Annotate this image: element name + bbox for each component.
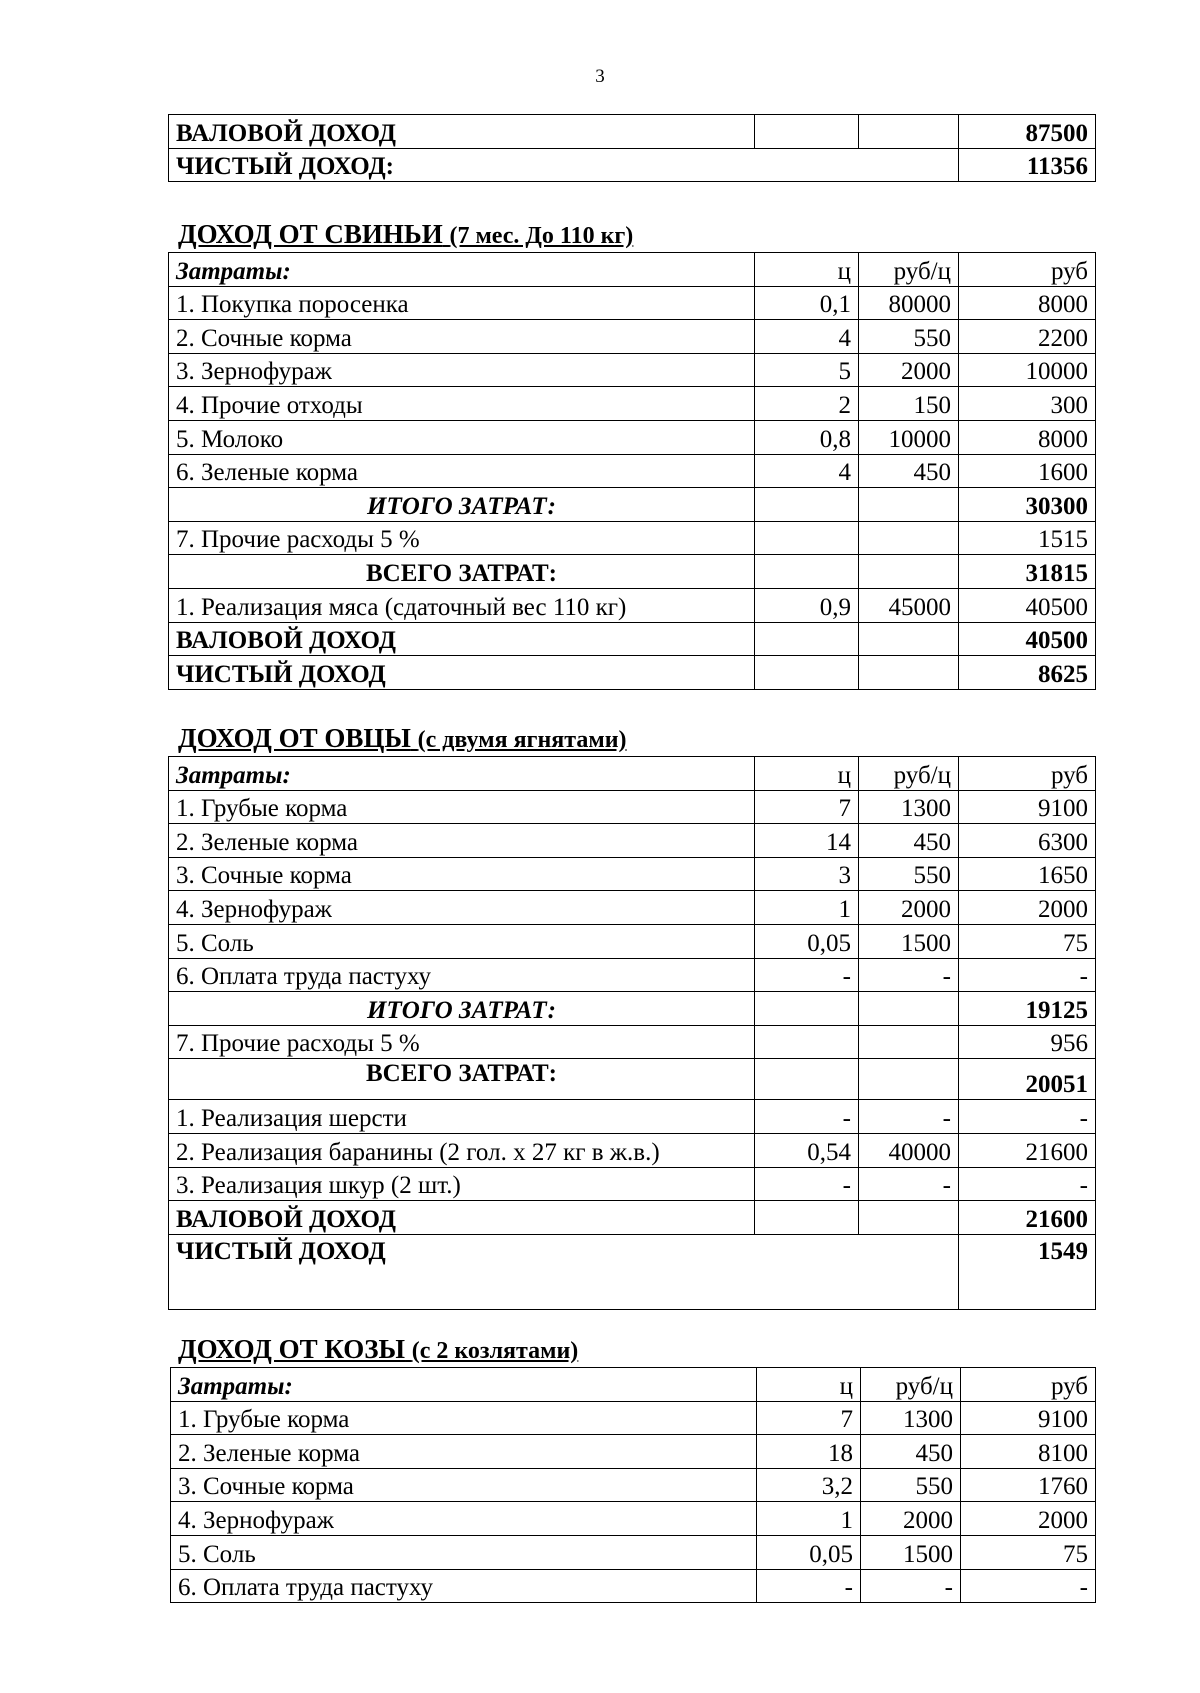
sum-cell: 19125 <box>959 992 1096 1026</box>
table-row <box>169 790 1096 824</box>
price-cell: 40000 <box>859 1133 959 1167</box>
centners-cell: 0,54 <box>755 1133 859 1167</box>
section-title-sheep <box>178 723 627 754</box>
price-cell: 450 <box>861 1435 961 1469</box>
row-label: 3. Сочные корма <box>171 1468 757 1502</box>
top-summary-table <box>168 114 1096 182</box>
table-row <box>169 115 1096 149</box>
row-label: 1. Грубые корма <box>169 790 755 824</box>
table-row <box>169 555 1096 589</box>
price-cell: 2000 <box>861 1502 961 1536</box>
table-header-row <box>169 253 1096 287</box>
row-label: 2. Зеленые корма <box>169 824 755 858</box>
sum-cell: 2200 <box>959 320 1096 354</box>
table-row <box>169 454 1096 488</box>
centners-cell <box>755 555 859 589</box>
table-row <box>169 320 1096 354</box>
table-row <box>169 1234 1096 1309</box>
price-cell: 450 <box>859 454 959 488</box>
row-label: 4. Прочие отходы <box>169 387 755 421</box>
centners-cell <box>755 992 859 1026</box>
centners-cell: 3 <box>755 857 859 891</box>
centners-cell <box>755 488 859 522</box>
price-cell: 450 <box>859 824 959 858</box>
sum-cell: 1760 <box>961 1468 1096 1502</box>
price-cell: 80000 <box>859 286 959 320</box>
row-label: ЧИСТЫЙ ДОХОД: <box>169 148 959 182</box>
header-centners: ц <box>757 1368 861 1402</box>
row-label: ЧИСТЫЙ ДОХОД <box>169 1234 959 1309</box>
sum-cell: - <box>959 1100 1096 1134</box>
table-row <box>169 387 1096 421</box>
sum-cell: 11356 <box>959 148 1096 182</box>
table-row <box>169 958 1096 992</box>
row-label: 6. Оплата труда пастуху <box>169 958 755 992</box>
header-label: Затраты: <box>169 253 755 287</box>
table-row <box>169 824 1096 858</box>
price-cell <box>859 622 959 656</box>
price-cell: 550 <box>861 1468 961 1502</box>
price-cell <box>859 115 959 149</box>
sum-cell: 75 <box>961 1535 1096 1569</box>
header-price: руб/ц <box>861 1368 961 1402</box>
section-title-goat <box>178 1334 578 1365</box>
price-cell: 150 <box>859 387 959 421</box>
price-cell: 1500 <box>859 924 959 958</box>
table-header-row <box>171 1368 1096 1402</box>
price-cell: 1300 <box>861 1401 961 1435</box>
sum-cell: 300 <box>959 387 1096 421</box>
centners-cell: 18 <box>757 1435 861 1469</box>
centners-cell: - <box>757 1569 861 1603</box>
sum-cell: 8625 <box>959 656 1096 690</box>
table-row <box>169 488 1096 522</box>
row-label: 6. Оплата труда пастуху <box>171 1569 757 1603</box>
centners-cell: 5 <box>755 353 859 387</box>
table-row <box>169 656 1096 690</box>
sum-cell: - <box>959 1167 1096 1201</box>
price-cell: 550 <box>859 857 959 891</box>
price-cell: - <box>859 1100 959 1134</box>
centners-cell: 0,1 <box>755 286 859 320</box>
header-sum: руб <box>959 757 1096 791</box>
sheep-income-table <box>168 756 1096 1310</box>
price-cell <box>859 555 959 589</box>
row-label: ВАЛОВОЙ ДОХОД <box>169 1201 755 1235</box>
price-cell: 1500 <box>861 1535 961 1569</box>
sum-cell: 1600 <box>959 454 1096 488</box>
sum-cell: 30300 <box>959 488 1096 522</box>
table-row <box>169 891 1096 925</box>
centners-cell: 7 <box>755 790 859 824</box>
header-sum: руб <box>959 253 1096 287</box>
row-label: 1. Грубые корма <box>171 1401 757 1435</box>
centners-cell: 1 <box>757 1502 861 1536</box>
row-label: ВСЕГО ЗАТРАТ: <box>169 555 755 589</box>
row-label: 7. Прочие расходы 5 % <box>169 521 755 555</box>
centners-cell: 1 <box>755 891 859 925</box>
price-cell: 2000 <box>859 353 959 387</box>
sum-cell: - <box>959 958 1096 992</box>
table-row <box>169 353 1096 387</box>
sum-cell: 2000 <box>959 891 1096 925</box>
section-subtitle: (с 2 козлятами) <box>411 1338 579 1364</box>
row-label: 3. Реализация шкур (2 шт.) <box>169 1167 755 1201</box>
row-label: 5. Соль <box>169 924 755 958</box>
sum-cell: 10000 <box>959 353 1096 387</box>
section-title-text: ДОХОД ОТ СВИНЬИ <box>178 219 443 249</box>
price-cell <box>859 1025 959 1059</box>
centners-cell: 0,8 <box>755 420 859 454</box>
table-row <box>169 521 1096 555</box>
header-centners: ц <box>755 253 859 287</box>
sum-cell: 9100 <box>961 1401 1096 1435</box>
row-label: 1. Реализация шерсти <box>169 1100 755 1134</box>
price-cell <box>859 488 959 522</box>
centners-cell: 4 <box>755 454 859 488</box>
sum-cell: 31815 <box>959 555 1096 589</box>
header-centners: ц <box>755 757 859 791</box>
sum-cell: 8000 <box>959 420 1096 454</box>
price-cell: - <box>861 1569 961 1603</box>
table-row <box>169 924 1096 958</box>
table-row <box>171 1435 1096 1469</box>
table-row <box>171 1468 1096 1502</box>
row-label: ЧИСТЫЙ ДОХОД <box>169 656 755 690</box>
header-label: Затраты: <box>171 1368 757 1402</box>
pig-income-table <box>168 252 1096 690</box>
table-row <box>169 1133 1096 1167</box>
sum-cell: 40500 <box>959 622 1096 656</box>
header-label: Затраты: <box>169 757 755 791</box>
section-title-text: ДОХОД ОТ ОВЦЫ <box>178 723 411 753</box>
sum-cell: 1515 <box>959 521 1096 555</box>
table-row <box>169 1167 1096 1201</box>
sum-cell: - <box>961 1569 1096 1603</box>
price-cell: - <box>859 958 959 992</box>
sum-cell: 40500 <box>959 588 1096 622</box>
sum-cell: 21600 <box>959 1201 1096 1235</box>
sum-cell: 956 <box>959 1025 1096 1059</box>
table-row <box>171 1569 1096 1603</box>
goat-income-table <box>170 1367 1096 1603</box>
row-label: ИТОГО ЗАТРАТ: <box>169 992 755 1026</box>
centners-cell: 2 <box>755 387 859 421</box>
row-label: 2. Реализация баранины (2 гол. х 27 кг в ж.в.) <box>169 1133 755 1167</box>
table-row <box>171 1535 1096 1569</box>
table-row <box>169 1059 1096 1100</box>
centners-cell: 0,05 <box>757 1535 861 1569</box>
centners-cell: 7 <box>757 1401 861 1435</box>
row-label: 5. Молоко <box>169 420 755 454</box>
centners-cell: 0,05 <box>755 924 859 958</box>
centners-cell <box>755 115 859 149</box>
section-title-text: ДОХОД ОТ КОЗЫ <box>178 1334 406 1364</box>
sum-cell: 87500 <box>959 115 1096 149</box>
sum-cell: 8000 <box>959 286 1096 320</box>
sum-cell: 1549 <box>959 1234 1096 1309</box>
centners-cell: - <box>755 1100 859 1134</box>
row-label: 4. Зернофураж <box>171 1502 757 1536</box>
price-cell <box>859 521 959 555</box>
row-label: 7. Прочие расходы 5 % <box>169 1025 755 1059</box>
table-row <box>169 1025 1096 1059</box>
table-header-row <box>169 757 1096 791</box>
row-label: ВАЛОВОЙ ДОХОД <box>169 115 755 149</box>
table-row <box>169 622 1096 656</box>
sum-cell: 6300 <box>959 824 1096 858</box>
header-price: руб/ц <box>859 253 959 287</box>
price-cell: 10000 <box>859 420 959 454</box>
table-row <box>169 148 1096 182</box>
table-row <box>169 286 1096 320</box>
row-label: 3. Сочные корма <box>169 857 755 891</box>
table-row <box>169 588 1096 622</box>
centners-cell: 3,2 <box>757 1468 861 1502</box>
section-subtitle: (7 мес. До 110 кг) <box>449 223 634 249</box>
price-cell: - <box>859 1167 959 1201</box>
price-cell <box>859 992 959 1026</box>
centners-cell <box>755 622 859 656</box>
price-cell: 550 <box>859 320 959 354</box>
row-label: 2. Зеленые корма <box>171 1435 757 1469</box>
centners-cell: - <box>755 1167 859 1201</box>
table-row <box>171 1401 1096 1435</box>
centners-cell: 4 <box>755 320 859 354</box>
price-cell <box>859 656 959 690</box>
price-cell: 1300 <box>859 790 959 824</box>
row-label: ИТОГО ЗАТРАТ: <box>169 488 755 522</box>
centners-cell: 14 <box>755 824 859 858</box>
section-subtitle: (с двумя ягнятами) <box>417 727 627 753</box>
row-label: 1. Реализация мяса (сдаточный вес 110 кг) <box>169 588 755 622</box>
section-title-pig <box>178 219 633 250</box>
row-label: 1. Покупка поросенка <box>169 286 755 320</box>
header-sum: руб <box>961 1368 1096 1402</box>
centners-cell <box>755 1025 859 1059</box>
table-row <box>169 420 1096 454</box>
row-label: ВАЛОВОЙ ДОХОД <box>169 622 755 656</box>
centners-cell: 0,9 <box>755 588 859 622</box>
row-label: 3. Зернофураж <box>169 353 755 387</box>
table-row <box>169 857 1096 891</box>
page-number: 3 <box>595 66 605 87</box>
header-price: руб/ц <box>859 757 959 791</box>
row-label: 4. Зернофураж <box>169 891 755 925</box>
row-label: 5. Соль <box>171 1535 757 1569</box>
row-label: 6. Зеленые корма <box>169 454 755 488</box>
sum-cell: 1650 <box>959 857 1096 891</box>
price-cell: 45000 <box>859 588 959 622</box>
centners-cell <box>755 1059 859 1100</box>
sum-cell: 20051 <box>959 1059 1096 1100</box>
table-row <box>169 1100 1096 1134</box>
centners-cell <box>755 521 859 555</box>
table-row <box>169 1201 1096 1235</box>
sum-cell: 2000 <box>961 1502 1096 1536</box>
centners-cell: - <box>755 958 859 992</box>
table-row <box>171 1502 1096 1536</box>
centners-cell <box>755 1201 859 1235</box>
sum-cell: 21600 <box>959 1133 1096 1167</box>
row-label: 2. Сочные корма <box>169 320 755 354</box>
sum-cell: 9100 <box>959 790 1096 824</box>
price-cell <box>859 1201 959 1235</box>
table-row <box>169 992 1096 1026</box>
centners-cell <box>755 656 859 690</box>
sum-cell: 8100 <box>961 1435 1096 1469</box>
sum-cell: 75 <box>959 924 1096 958</box>
price-cell <box>859 1059 959 1100</box>
row-label: ВСЕГО ЗАТРАТ: <box>169 1059 755 1100</box>
price-cell: 2000 <box>859 891 959 925</box>
